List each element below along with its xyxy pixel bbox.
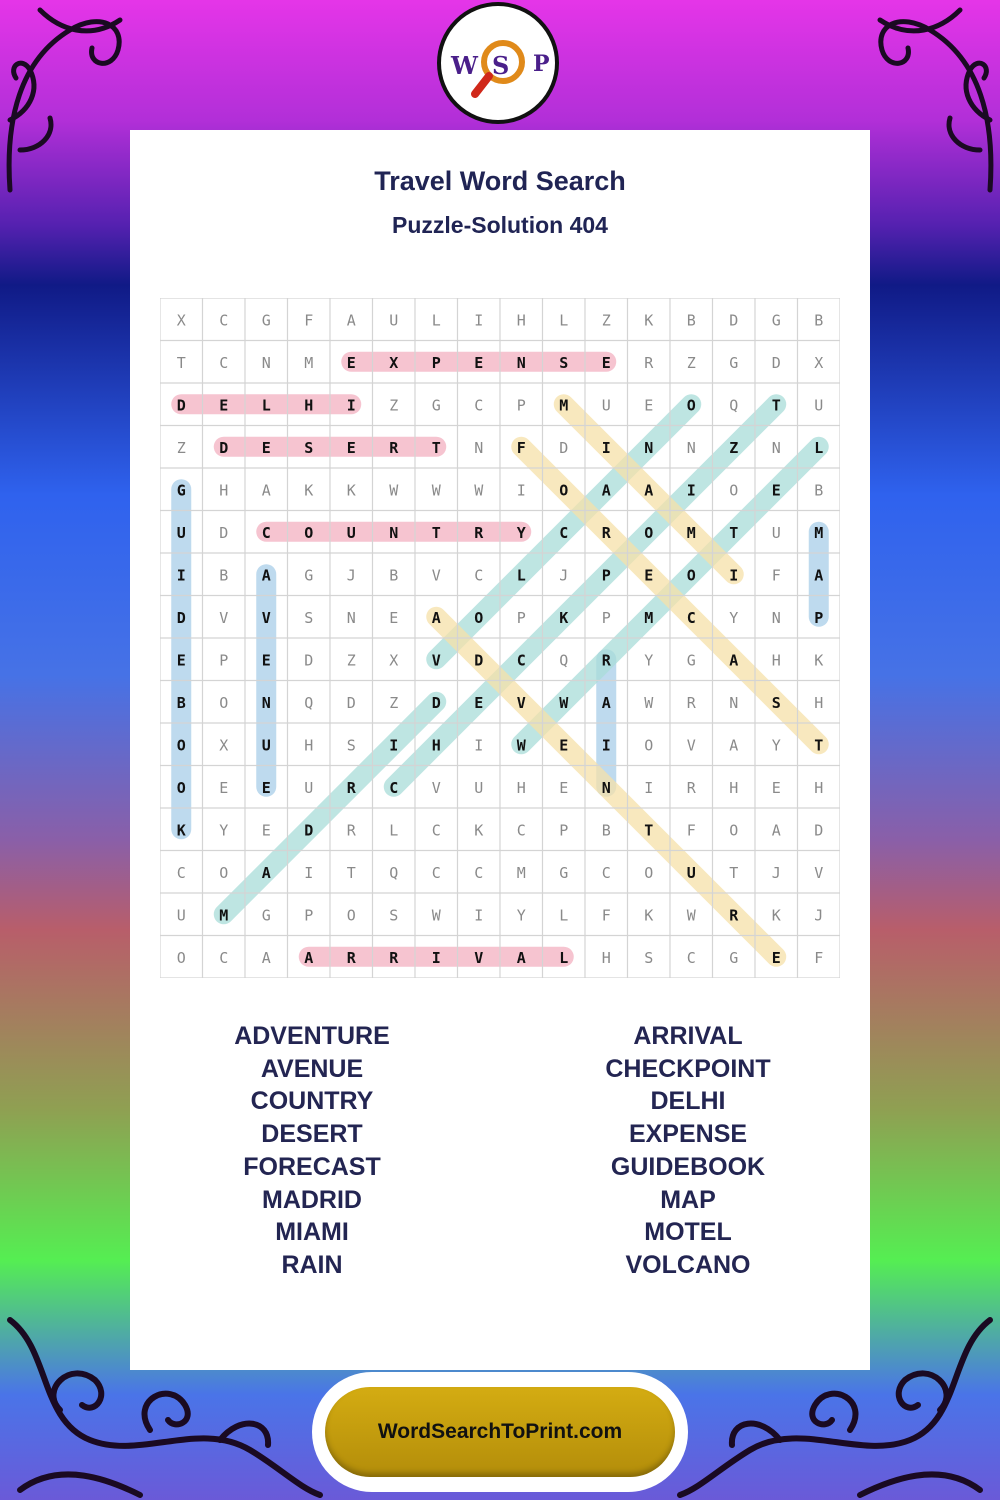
- grid-cell-letter[interactable]: D: [814, 821, 824, 840]
- grid-cell-letter[interactable]: R: [729, 906, 739, 925]
- grid-cell-letter[interactable]: E: [644, 396, 654, 415]
- grid-cell-letter[interactable]: T: [176, 353, 186, 372]
- word-list-item: VOLCANO: [625, 1250, 751, 1279]
- word-list-item: MIAMI: [275, 1218, 349, 1247]
- word-list-item: EXPENSE: [628, 1120, 748, 1149]
- grid-cell-letter[interactable]: X: [219, 736, 229, 755]
- logo-letter-s: S: [492, 51, 510, 80]
- grid-cell-letter[interactable]: Z: [176, 438, 186, 457]
- grid-cell-letter[interactable]: P: [304, 906, 314, 925]
- grid-cell-letter[interactable]: O: [219, 693, 229, 712]
- grid-cell-letter[interactable]: K: [644, 311, 654, 330]
- grid-cell-letter[interactable]: T: [814, 736, 824, 755]
- grid-cell-letter[interactable]: G: [729, 353, 739, 372]
- grid-cell-letter[interactable]: E: [219, 778, 229, 797]
- grid-cell-letter[interactable]: C: [261, 523, 271, 542]
- word-list-item: ADVENTURE: [234, 1022, 390, 1050]
- logo-letter-p: P: [533, 51, 550, 77]
- grid-cell-letter[interactable]: L: [431, 311, 441, 330]
- grid-cell-letter[interactable]: F: [601, 906, 611, 925]
- grid-cell-letter[interactable]: B: [686, 311, 696, 330]
- grid-cell-letter[interactable]: R: [389, 948, 399, 967]
- grid-cell-letter[interactable]: E: [474, 353, 484, 372]
- grid-cell-letter[interactable]: L: [559, 948, 569, 967]
- grid-cell-letter[interactable]: I: [601, 736, 611, 755]
- grid-cell-letter[interactable]: R: [346, 948, 356, 967]
- grid-cell-letter[interactable]: E: [644, 566, 654, 585]
- grid-cell-letter[interactable]: A: [729, 736, 739, 755]
- grid-cell-letter[interactable]: P: [601, 566, 611, 585]
- grid-cell-letter[interactable]: N: [686, 438, 696, 457]
- grid-cell-letter[interactable]: R: [346, 778, 356, 797]
- grid-cell-letter[interactable]: N: [261, 353, 271, 372]
- grid-cell-letter[interactable]: K: [346, 481, 356, 500]
- grid-cell-letter[interactable]: O: [686, 566, 696, 585]
- grid-cell-letter[interactable]: C: [431, 863, 441, 882]
- grid-cell-letter[interactable]: L: [559, 906, 569, 925]
- word-list-item: MOTEL: [644, 1218, 732, 1247]
- grid-cell-letter[interactable]: A: [814, 566, 824, 585]
- grid-cell-letter[interactable]: T: [644, 821, 654, 840]
- grid-cell-letter[interactable]: S: [771, 693, 781, 712]
- word-list-left: [147, 1020, 477, 1282]
- grid-cell-letter[interactable]: F: [771, 566, 781, 585]
- grid-cell-letter[interactable]: Y: [219, 821, 229, 840]
- grid-cell-letter[interactable]: N: [346, 608, 356, 627]
- grid-cell-letter[interactable]: C: [431, 821, 441, 840]
- grid-cell-letter[interactable]: O: [729, 821, 739, 840]
- grid-cell-letter[interactable]: A: [644, 481, 654, 500]
- puzzle-subtitle: Puzzle-Solution 404: [392, 212, 608, 238]
- grid-cell-letter[interactable]: C: [474, 566, 484, 585]
- grid-cell-letter[interactable]: U: [474, 778, 484, 797]
- grid-cell-letter[interactable]: C: [219, 948, 229, 967]
- grid-cell-letter[interactable]: D: [304, 651, 314, 670]
- grid-cell-letter[interactable]: N: [601, 778, 611, 797]
- grid-cell-letter[interactable]: N: [729, 693, 739, 712]
- grid-cell-letter[interactable]: M: [644, 608, 654, 627]
- grid-cell-letter[interactable]: P: [814, 608, 824, 627]
- grid-cell-letter[interactable]: H: [431, 736, 441, 755]
- grid-cell-letter[interactable]: F: [814, 948, 824, 967]
- grid-cell-letter[interactable]: U: [686, 863, 696, 882]
- grid-cell-letter[interactable]: W: [516, 736, 526, 755]
- grid-cell-letter[interactable]: Y: [516, 523, 526, 542]
- grid-cell-letter[interactable]: I: [346, 396, 356, 415]
- grid-cell-letter[interactable]: U: [389, 311, 399, 330]
- grid-cell-letter[interactable]: D: [176, 396, 186, 415]
- grid-cell-letter[interactable]: G: [771, 311, 781, 330]
- grid-cell-letter[interactable]: S: [644, 948, 654, 967]
- word-list-item: GUIDEBOOK: [610, 1152, 766, 1181]
- grid-cell-letter[interactable]: J: [771, 863, 781, 882]
- grid-cell-letter[interactable]: I: [516, 481, 526, 500]
- grid-cell-letter[interactable]: E: [474, 693, 484, 712]
- grid-cell-letter[interactable]: Y: [729, 608, 739, 627]
- grid-cell-letter[interactable]: P: [431, 353, 441, 372]
- grid-cell-letter[interactable]: T: [431, 523, 441, 542]
- grid-cell-letter[interactable]: A: [601, 693, 611, 712]
- grid-cell-letter[interactable]: V: [431, 651, 441, 670]
- grid-cell-letter[interactable]: C: [516, 821, 526, 840]
- grid-cell-letter[interactable]: R: [389, 438, 399, 457]
- website-link-button[interactable]: WordSearchToPrint.com: [325, 1387, 675, 1477]
- grid-cell-letter[interactable]: A: [346, 311, 356, 330]
- word-list-item: CHECKPOINT: [605, 1054, 771, 1083]
- grid-cell-letter[interactable]: Z: [601, 311, 611, 330]
- grid-cell-letter[interactable]: C: [474, 396, 484, 415]
- grid-cell-letter[interactable]: E: [389, 608, 399, 627]
- grid-cell-letter[interactable]: I: [729, 566, 739, 585]
- grid-cell-letter[interactable]: U: [176, 906, 186, 925]
- grid-cell-letter[interactable]: F: [516, 438, 526, 457]
- grid-cell-letter[interactable]: Z: [346, 651, 356, 670]
- word-list-item: AVENUE: [260, 1054, 364, 1083]
- grid-cell-letter[interactable]: H: [729, 778, 739, 797]
- grid-cell-letter[interactable]: D: [176, 608, 186, 627]
- grid-cell-letter[interactable]: P: [219, 651, 229, 670]
- grid-cell-letter[interactable]: A: [771, 821, 781, 840]
- grid-cell-letter[interactable]: O: [304, 523, 314, 542]
- grid-cell-letter[interactable]: R: [686, 693, 696, 712]
- word-list-item: RAIN: [281, 1250, 343, 1279]
- grid-cell-letter[interactable]: O: [559, 481, 569, 500]
- grid-cell-letter[interactable]: H: [814, 778, 824, 797]
- grid-cell-letter[interactable]: Q: [729, 396, 739, 415]
- grid-cell-letter[interactable]: E: [261, 821, 271, 840]
- grid-cell-letter[interactable]: X: [814, 353, 824, 372]
- grid-cell-letter[interactable]: G: [559, 863, 569, 882]
- grid-cell-letter[interactable]: A: [304, 948, 314, 967]
- word-search-grid[interactable]: [160, 298, 840, 978]
- grid-cell-letter[interactable]: D: [431, 693, 441, 712]
- grid-cell-letter[interactable]: G: [686, 651, 696, 670]
- grid-cell-letter[interactable]: K: [644, 906, 654, 925]
- wsp-logo[interactable]: [437, 2, 559, 124]
- grid-cell-letter[interactable]: H: [771, 651, 781, 670]
- grid-cell-letter[interactable]: B: [814, 481, 824, 500]
- grid-cell-letter[interactable]: E: [261, 778, 271, 797]
- grid-cell-letter[interactable]: H: [516, 778, 526, 797]
- grid-cell-letter[interactable]: O: [176, 778, 186, 797]
- grid-cell-letter[interactable]: R: [686, 778, 696, 797]
- grid-cell-letter[interactable]: E: [346, 353, 356, 372]
- grid-cell-letter[interactable]: D: [304, 821, 314, 840]
- grid-cell-letter[interactable]: S: [346, 736, 356, 755]
- grid-cell-letter[interactable]: C: [686, 948, 696, 967]
- grid-cell-letter[interactable]: E: [261, 438, 271, 457]
- grid-cell-letter[interactable]: E: [346, 438, 356, 457]
- grid-cell-letter[interactable]: Z: [389, 396, 399, 415]
- grid-cell-letter[interactable]: A: [261, 948, 271, 967]
- grid-cell-letter[interactable]: I: [686, 481, 696, 500]
- grid-cell-letter[interactable]: J: [814, 906, 824, 925]
- grid-cell-letter[interactable]: X: [176, 311, 186, 330]
- grid-cell-letter[interactable]: L: [814, 438, 824, 457]
- grid-cell-letter[interactable]: S: [389, 906, 399, 925]
- grid-cell-letter[interactable]: N: [771, 438, 781, 457]
- grid-cell-letter[interactable]: C: [601, 863, 611, 882]
- grid-cell-letter[interactable]: X: [389, 651, 399, 670]
- grid-cell-letter[interactable]: I: [431, 948, 441, 967]
- grid-cell-letter[interactable]: K: [176, 821, 186, 840]
- grid-cell-letter[interactable]: M: [559, 396, 569, 415]
- grid-cell-letter[interactable]: S: [304, 438, 314, 457]
- grid-cell-letter[interactable]: N: [261, 693, 271, 712]
- grid-cell-letter[interactable]: E: [176, 651, 186, 670]
- grid-cell-letter[interactable]: U: [176, 523, 186, 542]
- grid-cell-letter[interactable]: C: [686, 608, 696, 627]
- grid-cell-letter[interactable]: J: [346, 566, 356, 585]
- grid-cell-letter[interactable]: W: [431, 906, 441, 925]
- grid-cell-letter[interactable]: H: [304, 736, 314, 755]
- grid-cell-letter[interactable]: I: [474, 736, 484, 755]
- grid-cell-letter[interactable]: I: [474, 311, 484, 330]
- grid-cell-letter[interactable]: C: [516, 651, 526, 670]
- grid-cell-letter[interactable]: V: [431, 566, 441, 585]
- grid-cell-letter[interactable]: M: [304, 353, 314, 372]
- grid-cell-letter[interactable]: U: [601, 396, 611, 415]
- grid-cell-letter[interactable]: S: [304, 608, 314, 627]
- word-list-right: [523, 1020, 853, 1282]
- grid-cell-letter[interactable]: O: [474, 608, 484, 627]
- grid-cell-letter[interactable]: K: [559, 608, 569, 627]
- puzzle-title: Travel Word Search: [374, 166, 626, 196]
- grid-cell-letter[interactable]: D: [219, 523, 229, 542]
- grid-cell-letter[interactable]: G: [304, 566, 314, 585]
- grid-cell-letter[interactable]: T: [729, 863, 739, 882]
- grid-cell-letter[interactable]: K: [474, 821, 484, 840]
- grid-cell-letter[interactable]: P: [559, 821, 569, 840]
- grid-cell-letter[interactable]: M: [219, 906, 229, 925]
- grid-cell-letter[interactable]: O: [686, 396, 696, 415]
- grid-cell-letter[interactable]: M: [686, 523, 696, 542]
- grid-cell-letter[interactable]: T: [771, 396, 781, 415]
- grid-cell-letter[interactable]: F: [686, 821, 696, 840]
- grid-cell-letter[interactable]: D: [729, 311, 739, 330]
- grid-cell-letter[interactable]: E: [601, 353, 611, 372]
- grid-cell-letter[interactable]: I: [304, 863, 314, 882]
- grid-cell-letter[interactable]: J: [559, 566, 569, 585]
- grid-cell-letter[interactable]: Z: [686, 353, 696, 372]
- grid-cell-letter[interactable]: A: [261, 481, 271, 500]
- grid-cell-letter[interactable]: T: [346, 863, 356, 882]
- grid-cell-letter[interactable]: N: [474, 438, 484, 457]
- grid-cell-letter[interactable]: L: [516, 566, 526, 585]
- grid-cell-letter[interactable]: E: [771, 948, 781, 967]
- grid-cell-letter[interactable]: A: [431, 608, 441, 627]
- grid-cell-letter[interactable]: H: [601, 948, 611, 967]
- grid-cell-letter[interactable]: Y: [771, 736, 781, 755]
- grid-cell-letter[interactable]: I: [601, 438, 611, 457]
- grid-cell-letter[interactable]: H: [304, 396, 314, 415]
- grid-cell-letter[interactable]: B: [601, 821, 611, 840]
- grid-cell-letter[interactable]: W: [474, 481, 484, 500]
- grid-cell-letter[interactable]: N: [771, 608, 781, 627]
- grid-cell-letter[interactable]: O: [644, 523, 654, 542]
- word-list-item: DELHI: [650, 1087, 726, 1116]
- word-list-item: ARRIVAL: [633, 1022, 743, 1050]
- grid-cell-letter[interactable]: L: [261, 396, 271, 415]
- grid-cell-letter[interactable]: B: [176, 693, 186, 712]
- grid-cell-letter[interactable]: D: [346, 693, 356, 712]
- grid-cell-letter[interactable]: I: [176, 566, 186, 585]
- grid-cell-letter[interactable]: Q: [304, 693, 314, 712]
- grid-cell-letter[interactable]: C: [389, 778, 399, 797]
- grid-cell-letter[interactable]: T: [729, 523, 739, 542]
- grid-cell-letter[interactable]: V: [431, 778, 441, 797]
- word-list-item: MAP: [660, 1185, 716, 1214]
- grid-cell-letter[interactable]: R: [601, 651, 611, 670]
- word-list-item: DESERT: [261, 1120, 363, 1149]
- grid-cell-letter[interactable]: F: [304, 311, 314, 330]
- grid-cell-letter[interactable]: D: [771, 353, 781, 372]
- grid-cell-letter[interactable]: N: [644, 438, 654, 457]
- grid-cell-letter[interactable]: I: [644, 778, 654, 797]
- grid-cell-letter[interactable]: C: [176, 863, 186, 882]
- grid-cell-letter[interactable]: V: [686, 736, 696, 755]
- grid-cell-letter[interactable]: U: [771, 523, 781, 542]
- grid-cell-letter[interactable]: Q: [559, 651, 569, 670]
- grid-cell-letter[interactable]: G: [261, 906, 271, 925]
- grid-cell-letter[interactable]: W: [431, 481, 441, 500]
- grid-cell-letter[interactable]: W: [389, 481, 399, 500]
- grid-cell-letter[interactable]: C: [559, 523, 569, 542]
- grid-cell-letter[interactable]: E: [219, 396, 229, 415]
- grid-cell-letter[interactable]: D: [474, 651, 484, 670]
- word-list-item: COUNTRY: [250, 1087, 374, 1116]
- grid-cell-letter[interactable]: G: [261, 311, 271, 330]
- grid-cell-letter[interactable]: G: [176, 481, 186, 500]
- grid-cell-letter[interactable]: R: [346, 821, 356, 840]
- grid-cell-letter[interactable]: B: [219, 566, 229, 585]
- grid-cell-letter[interactable]: A: [516, 948, 526, 967]
- grid-cell-letter[interactable]: E: [559, 778, 569, 797]
- grid-cell-letter[interactable]: Y: [516, 906, 526, 925]
- grid-cell-letter[interactable]: R: [474, 523, 484, 542]
- grid-cell-letter[interactable]: E: [771, 778, 781, 797]
- grid-cell-letter[interactable]: K: [814, 651, 824, 670]
- grid-cell-letter[interactable]: O: [644, 736, 654, 755]
- grid-cell-letter[interactable]: H: [219, 481, 229, 500]
- grid-cell-letter[interactable]: O: [176, 948, 186, 967]
- grid-cell-letter[interactable]: T: [431, 438, 441, 457]
- grid-cell-letter[interactable]: H: [814, 693, 824, 712]
- grid-cell-letter[interactable]: E: [261, 651, 271, 670]
- grid-cell-letter[interactable]: O: [729, 481, 739, 500]
- grid-cell-letter[interactable]: Z: [729, 438, 739, 457]
- grid-cell-letter[interactable]: Y: [644, 651, 654, 670]
- grid-cell-letter[interactable]: G: [729, 948, 739, 967]
- ornament-top-right: [860, 0, 1000, 200]
- word-list-item: FORECAST: [243, 1152, 381, 1181]
- grid-cell-letter[interactable]: P: [516, 396, 526, 415]
- grid-cell-letter[interactable]: X: [389, 353, 399, 372]
- grid-cell-letter[interactable]: L: [559, 311, 569, 330]
- grid-cell-letter[interactable]: U: [814, 396, 824, 415]
- grid-cell-letter[interactable]: W: [559, 693, 569, 712]
- grid-cell-letter[interactable]: O: [219, 863, 229, 882]
- grid-cell-letter[interactable]: Z: [389, 693, 399, 712]
- grid-cell-letter[interactable]: H: [516, 311, 526, 330]
- grid-cell-letter[interactable]: M: [516, 863, 526, 882]
- word-list-item: MADRID: [262, 1185, 362, 1214]
- puzzle-card: [130, 130, 870, 1370]
- grid-cell-letter[interactable]: V: [814, 863, 824, 882]
- grid-cell-letter[interactable]: C: [219, 353, 229, 372]
- grid-cell-letter[interactable]: V: [474, 948, 484, 967]
- grid-cell-letter[interactable]: I: [474, 906, 484, 925]
- grid-cell-letter[interactable]: R: [601, 523, 611, 542]
- grid-cell-letter[interactable]: D: [219, 438, 229, 457]
- grid-cell-letter[interactable]: P: [516, 608, 526, 627]
- grid-cell-letter[interactable]: E: [771, 481, 781, 500]
- grid-cell-letter[interactable]: N: [516, 353, 526, 372]
- grid-cell-letter[interactable]: A: [729, 651, 739, 670]
- grid-cell-letter[interactable]: L: [389, 821, 399, 840]
- grid-cell-letter[interactable]: V: [219, 608, 229, 627]
- grid-cell-letter[interactable]: O: [644, 863, 654, 882]
- grid-cell-letter[interactable]: U: [304, 778, 314, 797]
- grid-cell-letter[interactable]: G: [431, 396, 441, 415]
- grid-cell-letter[interactable]: U: [346, 523, 356, 542]
- grid-cell-letter[interactable]: C: [474, 863, 484, 882]
- grid-cell-letter[interactable]: O: [346, 906, 356, 925]
- grid-cell-letter[interactable]: D: [559, 438, 569, 457]
- grid-cell-letter[interactable]: W: [686, 906, 696, 925]
- grid-cell-letter[interactable]: A: [261, 566, 271, 585]
- grid-cell-letter[interactable]: A: [261, 863, 271, 882]
- ornament-top-left: [0, 0, 140, 200]
- grid-cell-letter[interactable]: B: [389, 566, 399, 585]
- grid-cell-letter[interactable]: V: [261, 608, 271, 627]
- grid-cell-letter[interactable]: P: [601, 608, 611, 627]
- grid-cell-letter[interactable]: U: [261, 736, 271, 755]
- grid-cell-letter[interactable]: K: [304, 481, 314, 500]
- grid-cell-letter[interactable]: V: [516, 693, 526, 712]
- grid-cell-letter[interactable]: O: [176, 736, 186, 755]
- logo-letter-w: W: [451, 51, 478, 80]
- grid-cell-letter[interactable]: R: [644, 353, 654, 372]
- grid-cell-letter[interactable]: Q: [389, 863, 399, 882]
- grid-cell-letter[interactable]: B: [814, 311, 824, 330]
- grid-cell-letter[interactable]: M: [814, 523, 824, 542]
- grid-cell-letter[interactable]: I: [389, 736, 399, 755]
- grid-cell-letter[interactable]: C: [219, 311, 229, 330]
- grid-cell-letter[interactable]: W: [644, 693, 654, 712]
- grid-cell-letter[interactable]: S: [559, 353, 569, 372]
- grid-cell-letter[interactable]: N: [389, 523, 399, 542]
- grid-cell-letter[interactable]: E: [559, 736, 569, 755]
- grid-cell-letter[interactable]: A: [601, 481, 611, 500]
- grid-cell-letter[interactable]: K: [771, 906, 781, 925]
